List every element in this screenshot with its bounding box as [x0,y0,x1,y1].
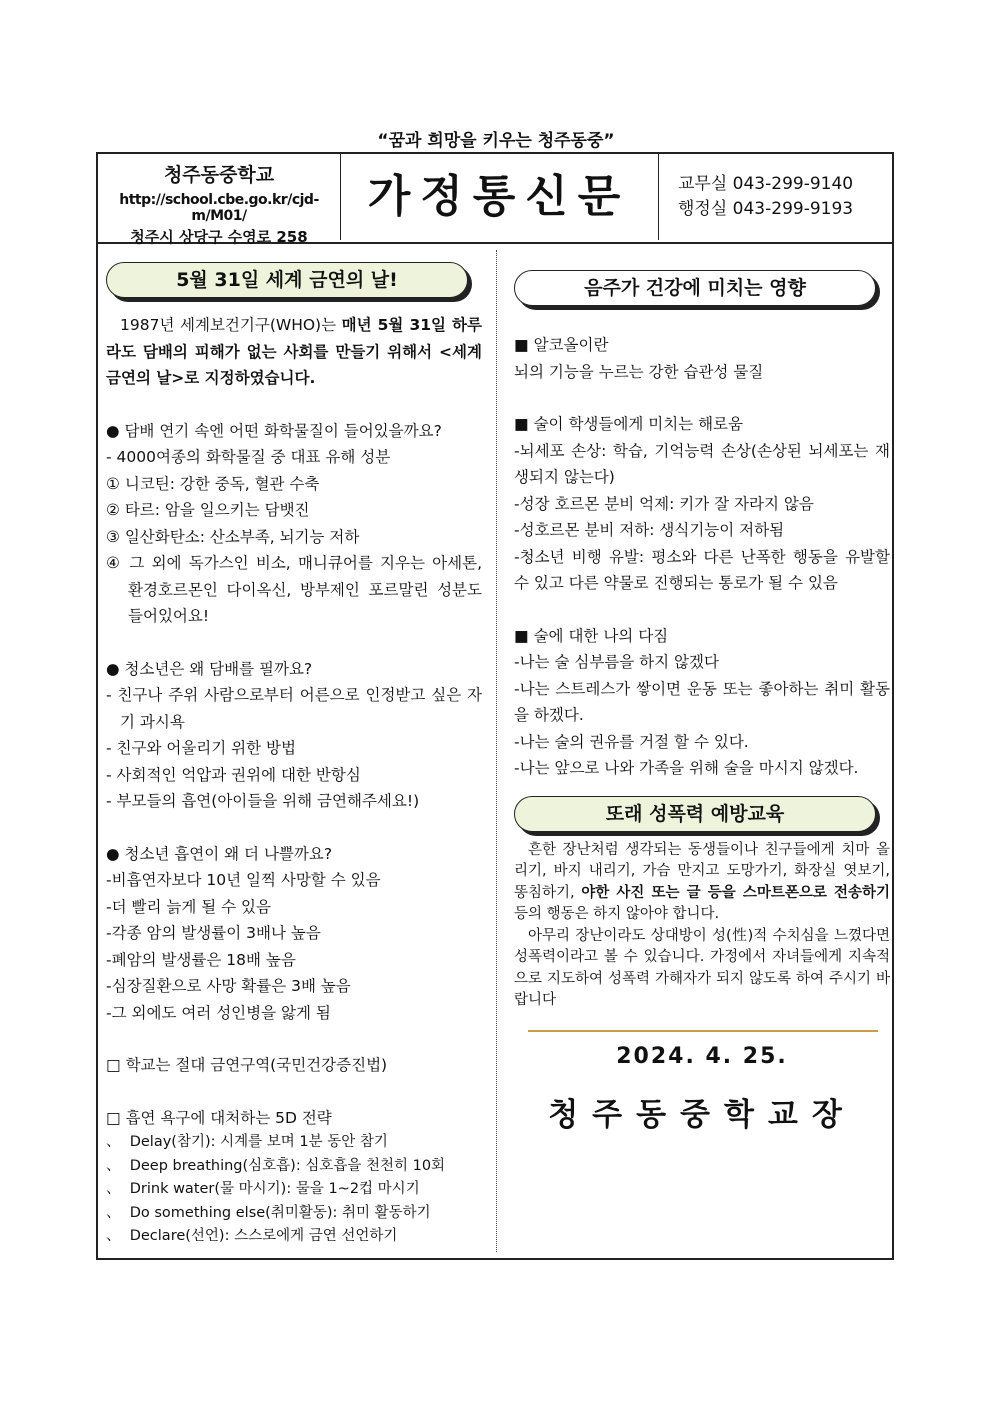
harm-item: -그 외에도 여러 성인병을 앓게 됨 [106,1003,331,1022]
pledge-item: -나는 술 심부름을 하지 않겠다 [514,653,719,671]
school-url[interactable]: http://school.cbe.go.kr/cjd-m/M01/ [119,192,319,224]
alcohol-harm-item: -청소년 비행 유발: 평소와 다른 난폭한 행동을 유발할 수 있고 다른 약물로 진행되는 통로가 될 수 있음 [514,547,890,592]
strategy-item: 、 Do something else(취미활동): 취미 활동하기 [106,1204,431,1221]
newsletter-frame [96,152,894,1260]
peer-violence-paragraph-1: 흔한 장난처럼 생각되는 동생들이나 친구들에게 치마 올리기, 바지 내리기, 가슴 만지고 도망가기, 화장실 엿보기, 똥침하기, 야한 사진 또는 글 등을 스마트폰으로 전송하기 등의 행동은 하지 않아야 합니다. [514,841,890,922]
left-column [106,262,482,1249]
phone-teachers-office: 교무실 043-299-9140 [678,174,854,194]
contact-info [678,172,853,222]
phone-admin-office: 행정실 043-299-9193 [678,199,854,219]
strategy-item: 、 Declare(선언): 스스로에게 금연 선언하기 [106,1228,398,1244]
issue-date: 2024. 4. 25. [616,1043,788,1069]
question-why-smoke: ● 청소년은 왜 담배를 필까요? [106,659,313,678]
intro-bold: 매년 5월 31일 하루라도 담배의 피해가 없는 사회를 만들기 위해서 <세계 금연의 날>로 지정하였습니다. [106,316,482,387]
alcohol-definition-title: ■ 알코올이란 [514,336,609,354]
peer-violence-heading: 또래 성폭력 예방교육 [514,796,876,832]
newsletter-header [98,154,892,244]
chem-item: - 4000여종의 화학물질 중 대표 유해 성분 [106,448,391,466]
principal-signature: 청주동중학교장 [548,1096,856,1133]
alcohol-harm-title: ■ 술이 학생들에게 미치는 해로움 [514,415,744,433]
alcohol-harm-item: -뇌세포 손상: 학습, 기억능력 손상(손상된 뇌세포는 재생되지 않는다) [514,441,890,486]
harm-item: -폐암의 발생률은 18배 높음 [106,950,296,969]
pledge-item: -나는 술의 권유를 거절 할 수 있다. [514,732,749,751]
school-motto: “꿈과 희망을 키우는 청주동중” [377,131,615,151]
right-column [514,270,890,1134]
question-chemicals: ● 담배 연기 속엔 어떤 화학물질이 들어있을까요? [106,421,442,440]
no-smoking-zone-notice: □ 학교는 절대 금연구역(국민건강증진법) [106,1056,388,1074]
intro-paragraph [106,312,482,392]
reason-item: - 부모들의 흡연(아이들을 위해 금연해주세요!) [106,792,420,810]
school-address: 청주시 상당구 수영로 258 [130,228,308,246]
strategy-title: □ 흡연 욕구에 대처하는 5D 전략 [106,1108,332,1127]
reason-item: - 사회적인 억압과 권위에 대한 반항심 [106,765,361,784]
strategy-item: 、 Delay(참기): 시계를 보며 1분 동안 참기 [106,1134,388,1150]
chem-item: ① 니코틴: 강한 중독, 혈관 수축 [106,474,320,493]
school-info [98,154,341,246]
question-worse: ● 청소년 흡연이 왜 더 나쁠까요? [106,844,333,863]
pledge-title: ■ 술에 대한 나의 다짐 [514,626,669,645]
harm-item: -심장질환으로 사망 확률은 3배 높음 [106,977,351,995]
intro-plain: 1987년 세계보건기구(WHO)는 [120,316,342,334]
strategy-item: 、 Deep breathing(심호흡): 심호흡을 천천히 10회 [106,1157,446,1174]
harm-item: -더 빨리 늙게 될 수 있음 [106,897,271,916]
no-smoking-day-heading: 5월 31일 세계 금연의 날! [106,262,468,298]
school-name: 청주동중학교 [163,164,275,186]
strategy-item: 、 Drink water(물 마시기): 물을 1~2컵 마시기 [106,1181,420,1197]
chem-item: ④ 그 외에 독가스인 비소, 매니큐어를 지우는 아세톤, 환경호르몬인 다이옥신, 방부제인 포르말린 성분도 들어있어요! [106,554,482,625]
alcohol-heading: 음주가 건강에 미치는 영향 [514,270,876,306]
page-title: 가정통신문 [367,171,631,222]
decorative-divider [528,1024,878,1036]
pledge-item: -나는 앞으로 나와 가족을 위해 술을 마시지 않겠다. [514,759,859,777]
peer-violence-paragraph-2: 아무리 장난이라도 상대방이 성(性)적 수치심을 느꼈다면 성폭력이라고 볼 수 있습니다. 가정에서 자녀들에게 지속적으로 지도하여 성폭력 가해자가 되지 않도록 하여 주시기 바랍니다 [514,927,890,1008]
column-divider [496,250,497,1252]
alcohol-harm-item: -성호르몬 분비 저하: 생식기능이 저하됨 [514,521,785,539]
pledge-item: -나는 스트레스가 쌓이면 운동 또는 좋아하는 취미 활동을 하겠다. [514,679,890,724]
title-box [340,154,659,240]
reason-item: - 친구나 주위 사람으로부터 어른으로 인정받고 싶은 자기 과시욕 [106,686,482,731]
chem-item: ③ 일산화탄소: 산소부족, 뇌기능 저하 [106,527,360,546]
alcohol-harm-item: -성장 호르몬 분비 억제: 키가 잘 자라지 않음 [514,494,814,513]
harm-item: -비흡연자보다 10년 일찍 사망할 수 있음 [106,871,381,889]
alcohol-definition: 뇌의 기능을 누르는 강한 습관성 물질 [514,362,764,381]
chem-item: ② 타르: 암을 일으키는 담뱃진 [106,501,310,519]
reason-item: - 친구와 어울리기 위한 방법 [106,739,297,757]
harm-item: -각종 암의 발생률이 3배나 높음 [106,924,321,942]
